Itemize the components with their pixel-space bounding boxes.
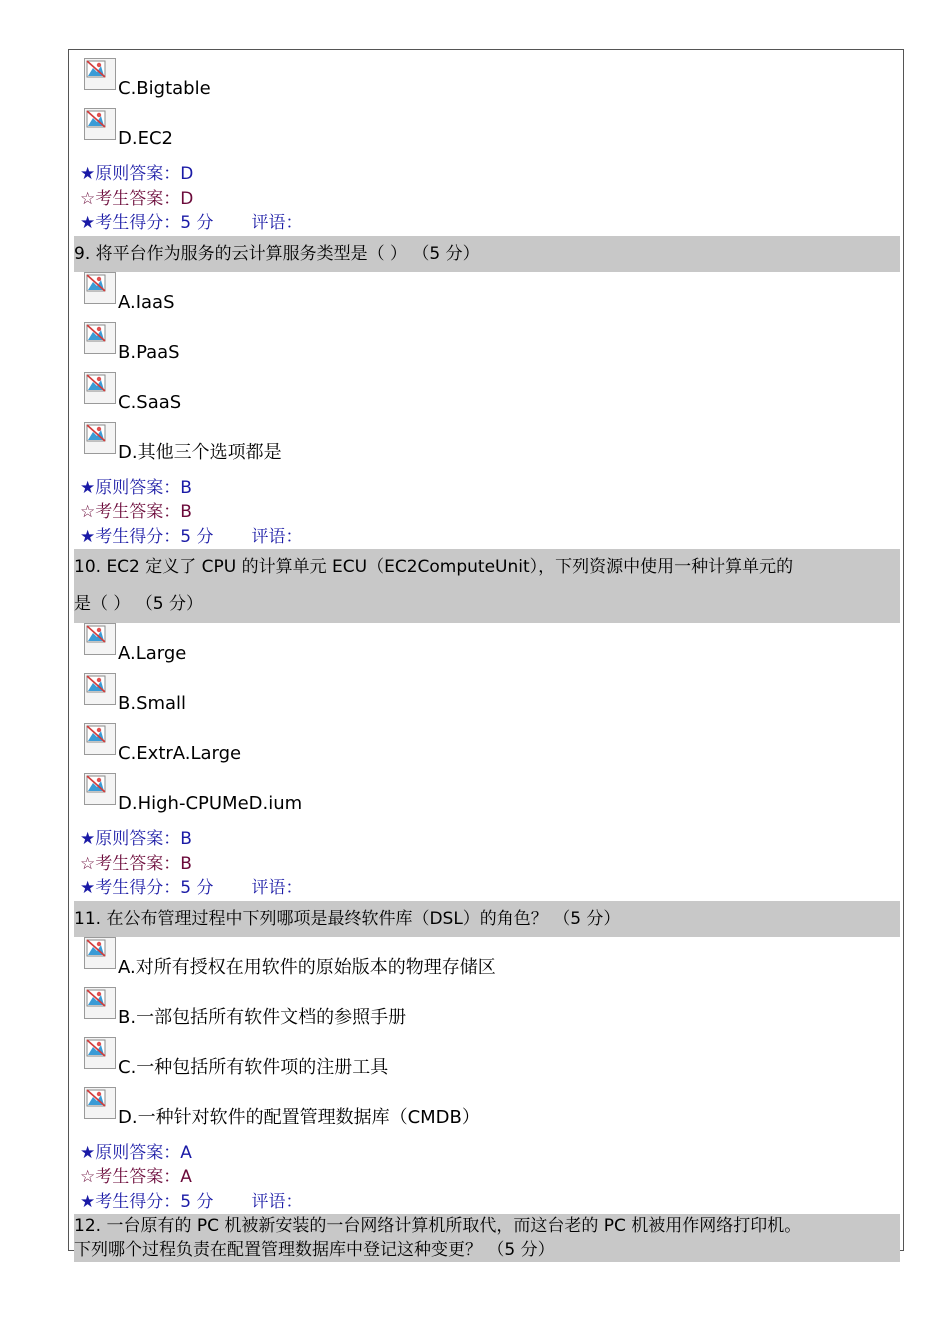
broken-image-icon bbox=[84, 773, 116, 805]
student-answer: ☆考生答案：B bbox=[80, 502, 192, 522]
broken-image-icon bbox=[84, 272, 116, 304]
score-line bbox=[74, 1190, 900, 1215]
option-label: A.对所有授权在用软件的原始版本的物理存储区 bbox=[118, 956, 496, 978]
question-title: 11. 在公布管理过程中下列哪项是最终软件库（DSL）的角色？ （5 分） bbox=[74, 901, 900, 937]
score-text: ★考生得分：5 分 bbox=[80, 1191, 214, 1212]
broken-image-icon bbox=[84, 937, 116, 969]
question-title-line: 10. EC2 定义了 CPU 的计算单元 ECU（EC2ComputeUnit），下列资源中使用一种计算单元的 bbox=[74, 557, 794, 577]
option[interactable] bbox=[74, 272, 900, 322]
score-line bbox=[74, 525, 900, 550]
broken-image-icon bbox=[84, 1087, 116, 1119]
option-label: B.Small bbox=[118, 693, 187, 714]
student-answer: ☆考生答案：D bbox=[80, 188, 194, 209]
option[interactable] bbox=[74, 1037, 900, 1087]
option[interactable] bbox=[74, 372, 900, 422]
score-text: ★考生得分：5 分 bbox=[80, 526, 214, 547]
question-title bbox=[74, 1214, 900, 1262]
option-label: D.EC2 bbox=[118, 128, 173, 149]
score-text: ★考生得分：5 分 bbox=[80, 878, 214, 898]
option[interactable] bbox=[74, 1087, 900, 1137]
option[interactable] bbox=[74, 322, 900, 372]
standard-answer: ★原则答案：D bbox=[80, 164, 194, 184]
question-title-line: 12. 一台原有的 PC 机被新安装的一台网络计算机所取代，而这台老的 PC 机被用作网络打印机。 bbox=[74, 1216, 802, 1236]
option[interactable] bbox=[74, 673, 900, 723]
broken-image-icon bbox=[84, 58, 116, 90]
option-label: C.Bigtable bbox=[118, 78, 211, 99]
option-label: D.一种针对软件的配置管理数据库（CMDB） bbox=[118, 1106, 480, 1128]
option-label: D.High-CPUMeD.ium bbox=[118, 793, 303, 814]
broken-image-icon bbox=[84, 1037, 116, 1069]
option[interactable] bbox=[74, 58, 900, 108]
broken-image-icon bbox=[84, 372, 116, 404]
question-title bbox=[74, 549, 900, 623]
option[interactable] bbox=[74, 773, 900, 823]
question-title-line: 是（ ） （5 分） bbox=[74, 594, 204, 614]
option[interactable] bbox=[74, 937, 900, 987]
option-label: C.SaaS bbox=[118, 391, 182, 413]
option[interactable] bbox=[74, 623, 900, 673]
exam-frame bbox=[68, 49, 904, 1260]
score-line bbox=[74, 211, 900, 236]
comment-label: 评语： bbox=[251, 213, 303, 233]
option-label: C.ExtrA.Large bbox=[118, 743, 242, 764]
option-label: A.Large bbox=[118, 643, 187, 664]
option[interactable] bbox=[74, 422, 900, 472]
option[interactable] bbox=[74, 723, 900, 773]
student-answer: ☆考生答案：A bbox=[80, 1167, 192, 1187]
broken-image-icon bbox=[84, 987, 116, 1019]
option-label: C.一种包括所有软件项的注册工具 bbox=[118, 1056, 389, 1078]
score-text: ★考生得分：5 分 bbox=[80, 213, 214, 233]
broken-image-icon bbox=[84, 673, 116, 705]
comment-label: 评语： bbox=[251, 878, 303, 898]
option-label: D.其他三个选项都是 bbox=[118, 441, 282, 463]
score-line bbox=[74, 876, 900, 901]
broken-image-icon bbox=[84, 723, 116, 755]
option-label: A.IaaS bbox=[118, 291, 175, 313]
option[interactable] bbox=[74, 108, 900, 158]
comment-label: 评语： bbox=[251, 1191, 303, 1212]
standard-answer: ★原则答案：A bbox=[80, 1142, 192, 1163]
broken-image-icon bbox=[84, 108, 116, 140]
option-label: B.PaaS bbox=[118, 341, 180, 363]
broken-image-icon bbox=[84, 623, 116, 655]
option-label: B.一部包括所有软件文档的参照手册 bbox=[118, 1006, 407, 1028]
standard-answer: ★原则答案：B bbox=[80, 829, 192, 849]
exam-content bbox=[74, 50, 900, 1262]
comment-label: 评语： bbox=[251, 526, 303, 547]
standard-answer: ★原则答案：B bbox=[80, 477, 192, 498]
question-title-line: 下列哪个过程负责在配置管理数据库中登记这种变更？ （5 分） bbox=[74, 1240, 555, 1260]
broken-image-icon bbox=[84, 422, 116, 454]
student-answer: ☆考生答案：B bbox=[80, 853, 192, 874]
option[interactable] bbox=[74, 987, 900, 1037]
broken-image-icon bbox=[84, 322, 116, 354]
question-title: 9. 将平台作为服务的云计算服务类型是（ ） （5 分） bbox=[74, 236, 900, 272]
